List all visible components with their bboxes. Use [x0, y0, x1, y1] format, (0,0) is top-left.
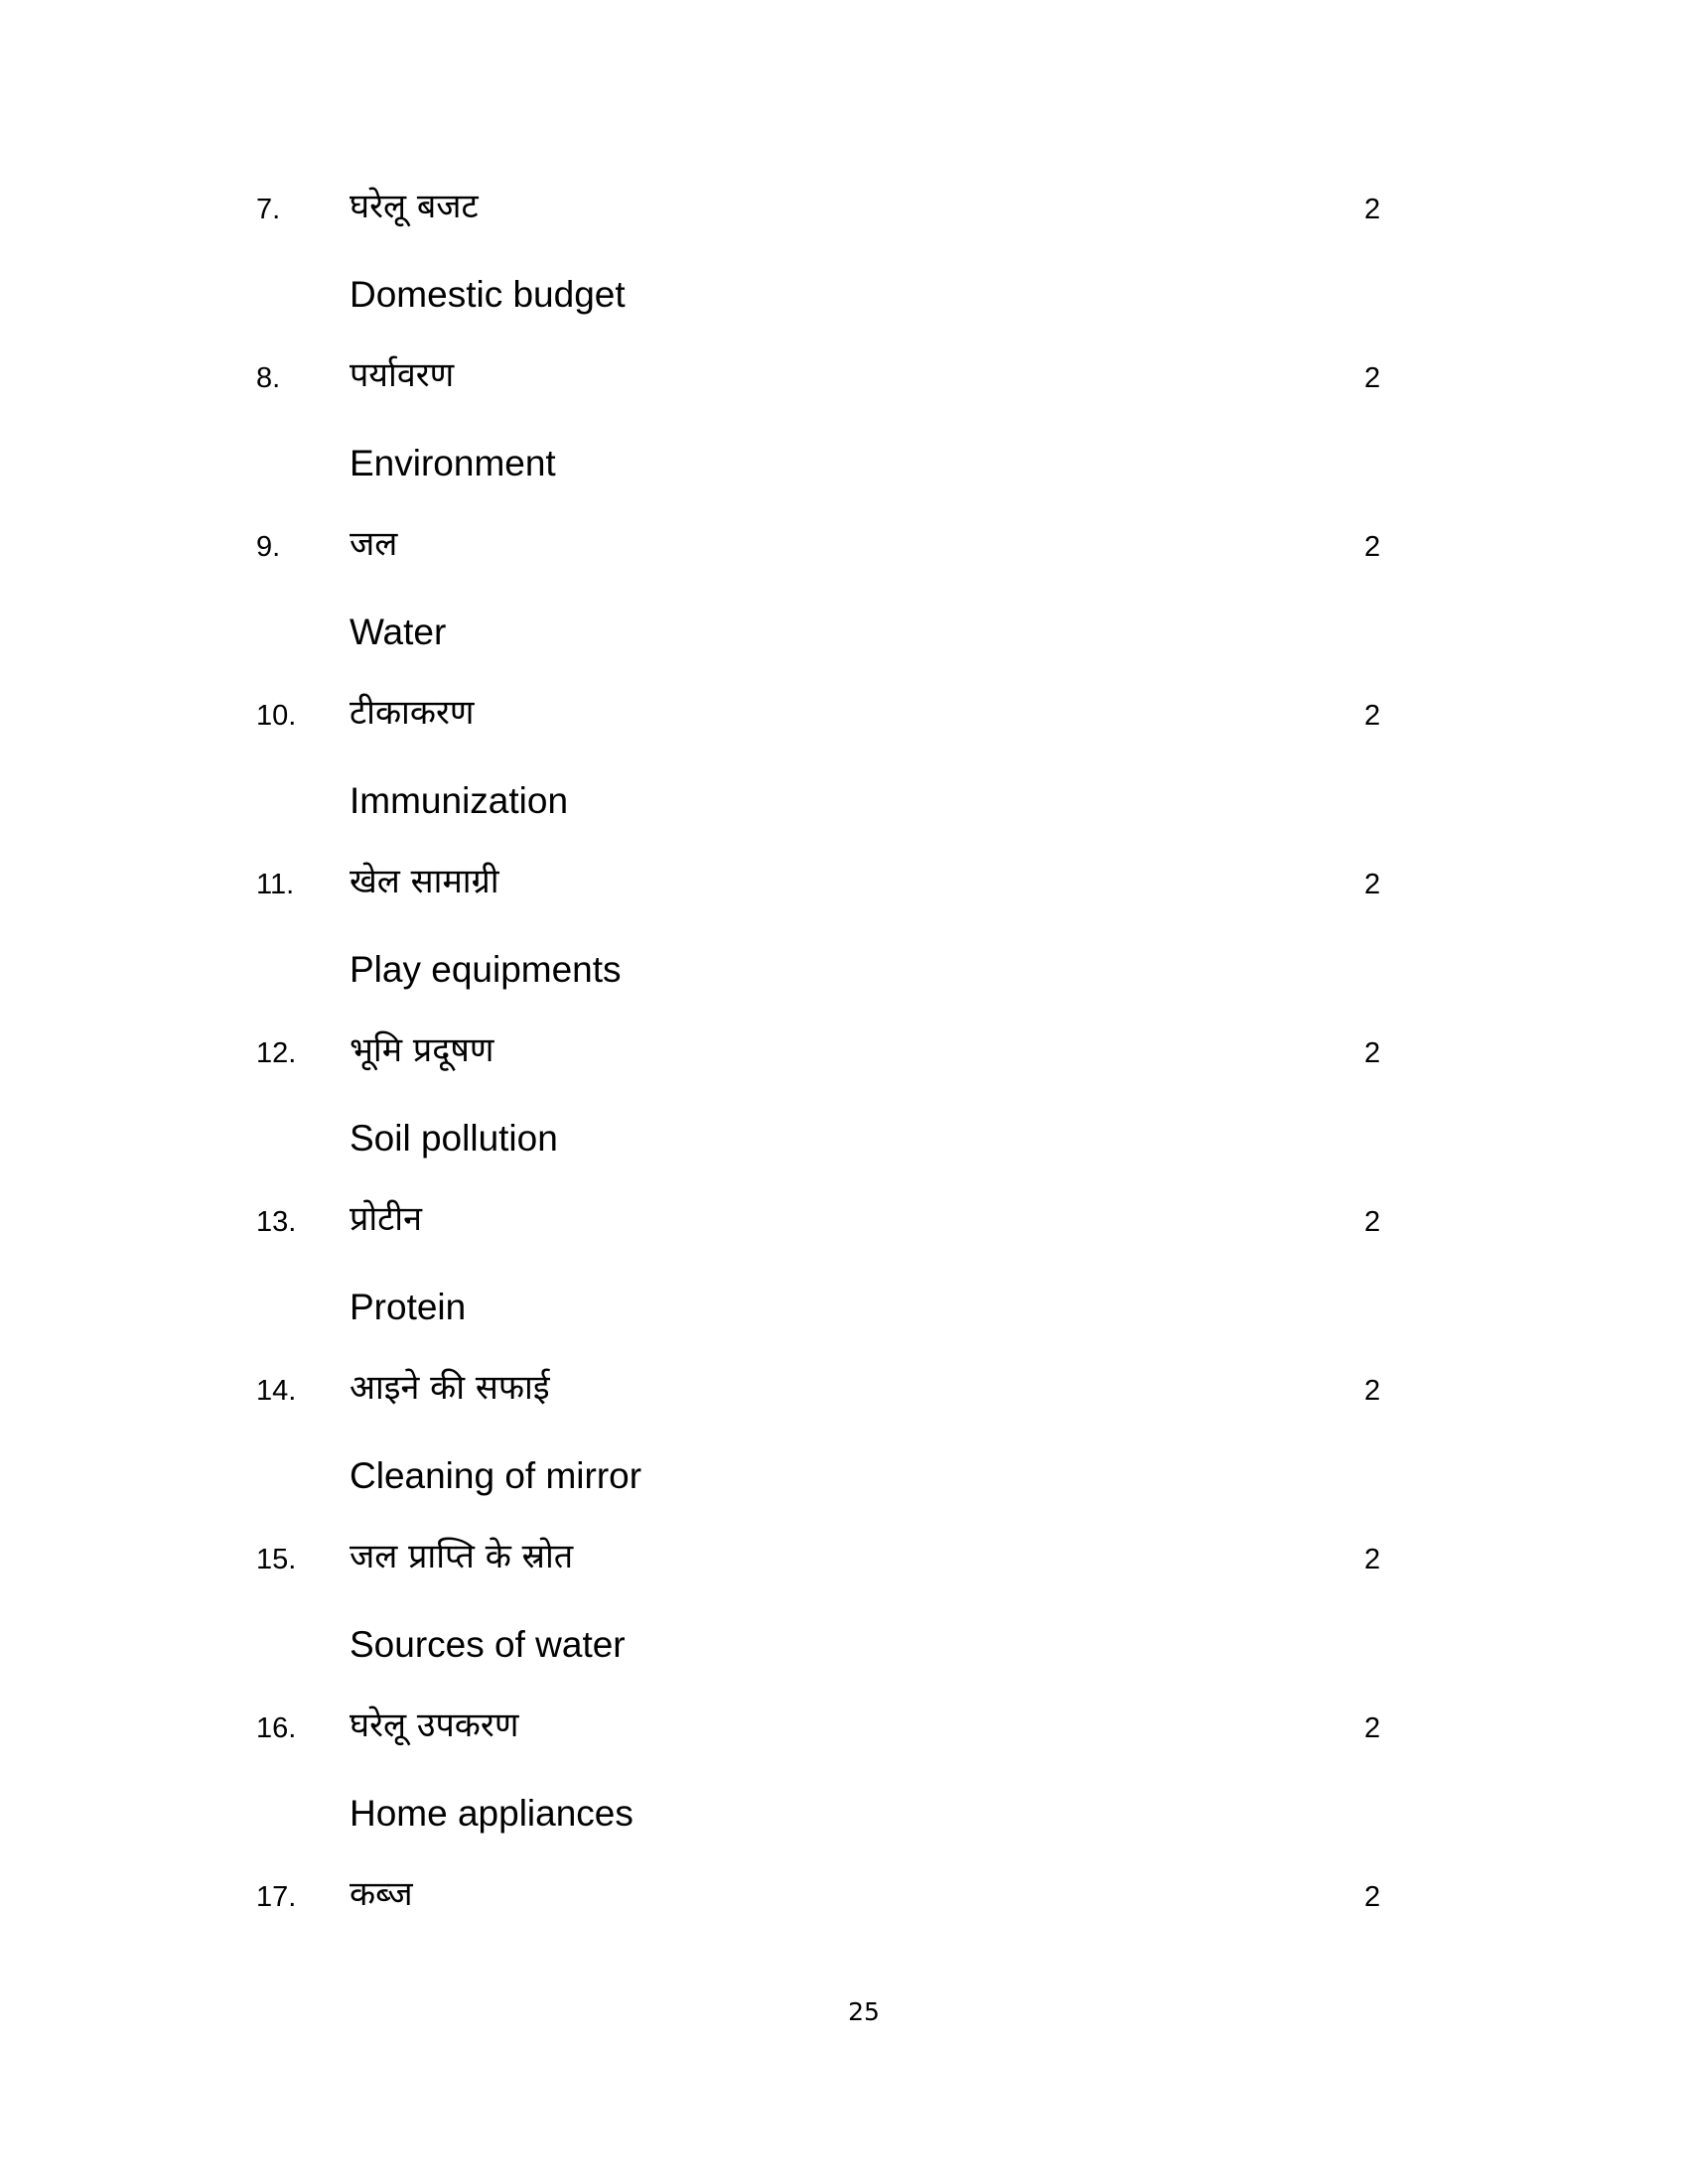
- question-marks: 2: [1364, 1712, 1381, 1744]
- question-english-title: Sources of water: [350, 1624, 626, 1665]
- question-number: 7.: [256, 194, 281, 225]
- question-hindi-title: आइने की सफाई: [350, 1368, 550, 1408]
- question-english-title: Environment: [350, 443, 556, 483]
- question-number: 13.: [256, 1206, 297, 1238]
- question-number: 14.: [256, 1375, 297, 1407]
- question-english-title: Home appliances: [350, 1793, 633, 1834]
- question-hindi-title: घरेलू बजट: [350, 187, 479, 226]
- question-hindi-title: घरेलू उपकरण: [350, 1706, 519, 1745]
- question-number: 8.: [256, 362, 281, 394]
- question-hindi-title: टीकाकरण: [350, 693, 475, 733]
- question-marks: 2: [1364, 194, 1381, 225]
- question-marks: 2: [1364, 1881, 1381, 1913]
- question-english-title: Soil pollution: [350, 1118, 558, 1159]
- page-number: 25: [848, 1997, 880, 2026]
- question-english-title: Play equipments: [350, 949, 622, 990]
- question-english-title: Cleaning of mirror: [350, 1455, 642, 1496]
- question-number: 10.: [256, 700, 297, 732]
- question-hindi-title: पर्यावरण: [350, 355, 455, 395]
- question-marks: 2: [1364, 869, 1381, 900]
- question-english-title: Immunization: [350, 780, 569, 821]
- question-english-title: Domestic budget: [350, 274, 626, 315]
- question-number: 12.: [256, 1037, 297, 1069]
- question-hindi-title: जल: [350, 524, 398, 564]
- question-number: 17.: [256, 1881, 297, 1913]
- question-marks: 2: [1364, 531, 1381, 563]
- question-english-title: Protein: [350, 1287, 467, 1327]
- question-marks: 2: [1364, 1544, 1381, 1575]
- question-number: 16.: [256, 1712, 297, 1744]
- question-marks: 2: [1364, 1375, 1381, 1407]
- question-marks: 2: [1364, 700, 1381, 732]
- question-hindi-title: प्रोटीन: [350, 1199, 422, 1239]
- question-number: 15.: [256, 1544, 297, 1575]
- question-number: 11.: [256, 869, 295, 900]
- question-number: 9.: [256, 531, 281, 563]
- question-english-title: Water: [350, 612, 447, 652]
- question-hindi-title: भूमि प्रदूषण: [350, 1030, 494, 1070]
- question-marks: 2: [1364, 362, 1381, 394]
- question-marks: 2: [1364, 1206, 1381, 1238]
- question-hindi-title: खेल सामाग्री: [350, 862, 499, 901]
- question-hindi-title: जल प्राप्ति के स्रोत: [350, 1537, 574, 1576]
- question-hindi-title: कब्ज: [350, 1874, 413, 1914]
- question-marks: 2: [1364, 1037, 1381, 1069]
